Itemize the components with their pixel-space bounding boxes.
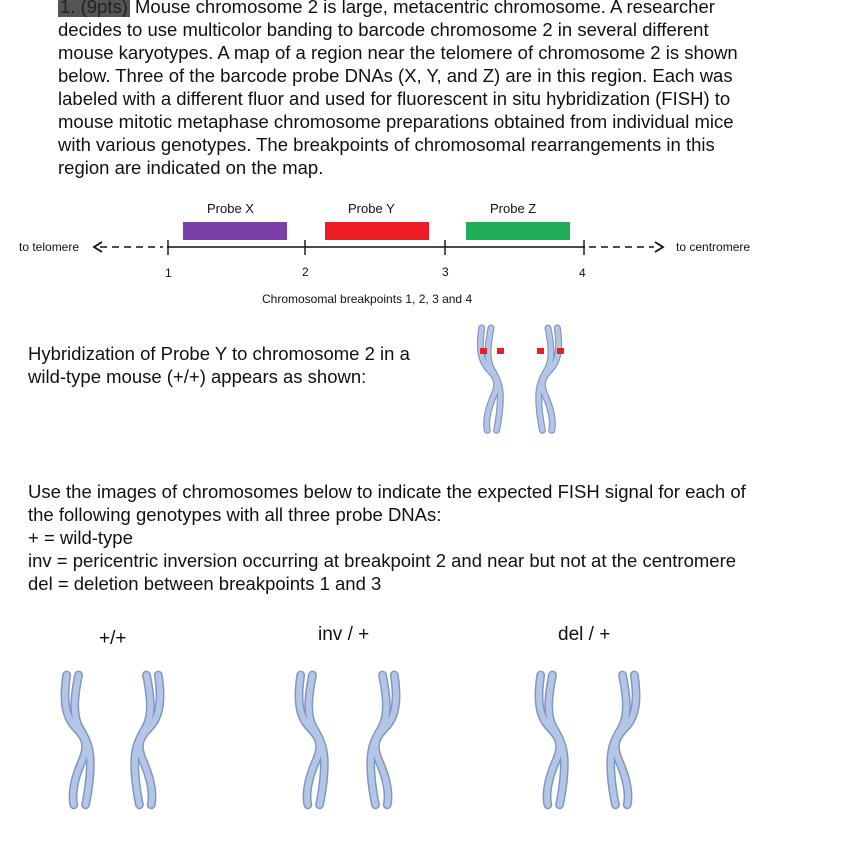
probe-y-label: Probe Y [348, 201, 395, 216]
probe-y-signal [557, 348, 564, 354]
example-chromosome-right [539, 328, 559, 430]
map-caption: Chromosomal breakpoints 1, 2, 3 and 4 [262, 292, 473, 306]
instruction-line: + = wild-type [28, 527, 133, 548]
probe-y-signal [497, 348, 504, 354]
instruction-line: inv = pericentric inversion occurring at breakpoint 2 and near but not at the centromere [28, 550, 737, 571]
question-line: mouse karyotypes. A map of a region near the telomere of chromosome 2 is shown [58, 42, 738, 63]
breakpoint-label: 3 [442, 265, 449, 279]
question-line: with various genotypes. The breakpoints of chromosomal rearrangements in this [58, 134, 715, 155]
inv-chromosome-right [371, 675, 396, 805]
probe-x-label: Probe X [207, 201, 254, 216]
question-line: labeled with a different fluor and used for fluorescent in situ hybridization (FISH) to [58, 88, 731, 109]
breakpoint-label: 1 [165, 266, 172, 280]
genotype-label-del: del / + [558, 624, 611, 645]
genotype-label-wildtype: +/+ [99, 628, 127, 649]
hybridization-line: Hybridization of Probe Y to chromosome 2 in a [28, 343, 410, 364]
example-chromosome-left [480, 328, 500, 430]
del-chromosome-right [611, 675, 636, 805]
question-line: mouse mitotic metaphase chromosome preparations obtained from individual mice [58, 111, 734, 132]
del-chromosome-left [539, 675, 564, 805]
instruction-line: the following genotypes with all three probe DNAs: [28, 504, 442, 525]
wildtype-chromosome-right [135, 675, 160, 805]
probe-y-signal [537, 348, 544, 354]
question-number: 1. (9pts) [58, 0, 130, 17]
genotype-label-inv: inv / + [318, 624, 370, 645]
question-first-line: Mouse chromosome 2 is large, metacentric chromosome. A researcher [135, 0, 715, 17]
probe-z-label: Probe Z [490, 201, 537, 216]
centromere-label: to centromere [676, 240, 751, 254]
breakpoint-label: 4 [579, 266, 586, 280]
instruction-line: del = deletion between breakpoints 1 and 3 [28, 573, 382, 594]
question-line: decides to use multicolor banding to barcode chromosome 2 in several different [58, 19, 709, 40]
question-line: region are indicated on the map. [58, 157, 324, 178]
inv-chromosome-left [299, 675, 324, 805]
breakpoint-label: 2 [302, 265, 309, 279]
instruction-line: Use the images of chromosomes below to indicate the expected FISH signal for each of [28, 481, 746, 502]
question-line: below. Three of the barcode probe DNAs (X, Y, and Z) are in this region. Each was [58, 65, 733, 86]
wildtype-chromosome-left [65, 675, 90, 805]
probe-y-signal [480, 348, 487, 354]
telomere-label: to telomere [19, 240, 80, 254]
hybridization-line: wild-type mouse (+/+) appears as shown: [28, 366, 367, 387]
